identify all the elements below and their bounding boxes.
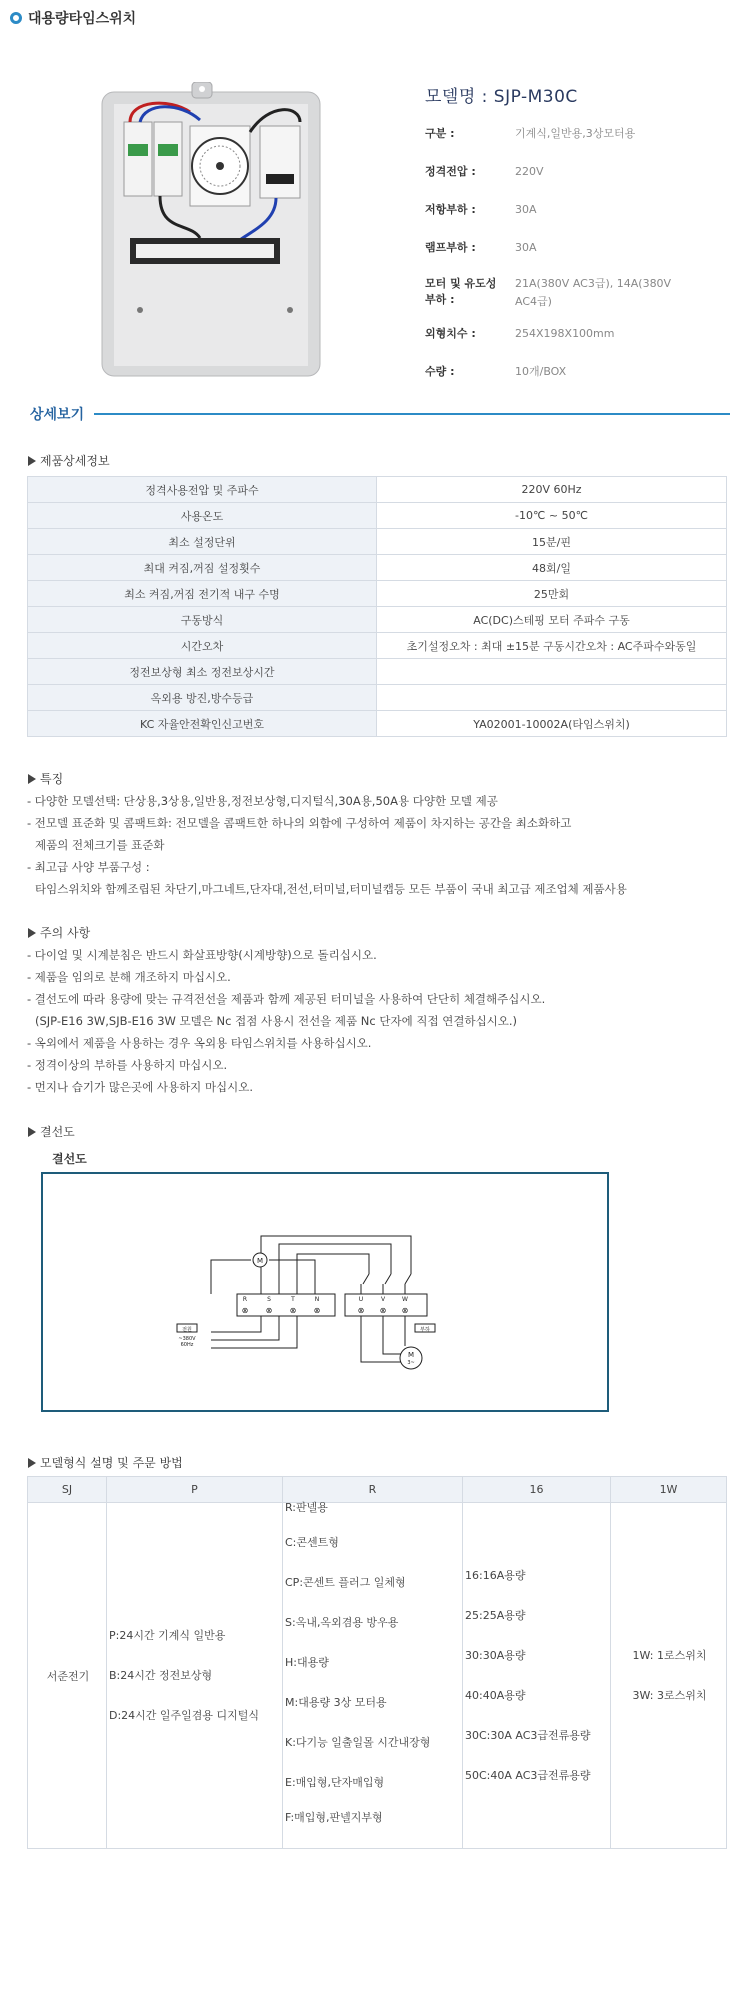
source-spec: ~380V [178,1336,196,1342]
terminal-screw-icon: ⊗ [265,1306,273,1315]
source-freq: 60Hz [180,1342,194,1348]
caution-line: - 정격이상의 부하를 사용하지 마십시오. [27,1058,228,1072]
terminal-screw-icon: ⊗ [401,1306,409,1315]
table-row: 정격사용전압 및 주파수 220V 60Hz [28,477,727,503]
p-options-cell: P:24시간 기계식 일반용 B:24시간 정전보상형 D:24시간 일주일겸용 디지털식 [107,1503,283,1849]
way-options-cell: 1W: 1로스위치 3W: 3로스위치 [611,1503,727,1849]
detail-header [30,404,730,424]
triangle-bullet-icon [28,928,36,938]
spec-row: 구분 : 기계식,일반용,3상모터용 [425,127,636,140]
features-list [27,790,727,900]
caution-line: - 옥외에서 제품을 사용하는 경우 옥외용 타임스위치를 사용하십시오. [27,1036,372,1050]
table-row: 구동방식 AC(DC)스테핑 모터 주파수 구동 [28,607,727,633]
triangle-bullet-icon [28,774,36,784]
r-options-cell: R:판넬용 C:콘센트형 CP:콘센트 플러그 일체형 S:옥내,옥외겸용 방우용 H:대용량 M:대용량 3상 모터용 K:다기능 일출일몰 시간내장형 E:매입형,단자매입형 F:매입형,판넬지부형 [283,1503,463,1849]
order-heading: 모델형식 설명 및 주문 방법 [28,1454,183,1471]
wiring-label: 결선도 [52,1152,87,1166]
page-title [10,8,136,28]
caution-line: - 제품을 임의로 분해 개조하지 마십시오. [27,970,231,984]
motor-top: M [256,1257,264,1265]
spec-row: 정격전압 : 220V [425,165,544,178]
triangle-bullet-icon [28,1127,36,1137]
triangle-bullet-icon [28,1458,36,1468]
feature-line: 제품의 전체크기를 표준화 [35,838,165,852]
table-row: 시간오차 초기설정오차 : 최대 ±15분 구동시간오차 : AC주파수와동일 [28,633,727,659]
terminal-label: N [314,1296,320,1303]
spec-table [27,476,727,737]
terminal-label: S [267,1296,271,1303]
terminal-screw-icon: ⊗ [357,1306,365,1315]
spec-section-heading: 제품상세정보 [28,452,110,469]
terminal-label: T [291,1296,295,1303]
terminal-screw-icon: ⊗ [379,1306,387,1315]
feature-line: 타임스위치와 함께조립된 차단기,마그네트,단자대,전선,터미널,터미널캡등 모든 부품이 국내 최고급 제조업체 제품사용 [35,882,627,896]
table-row: KC 자율안전확인신고번호 YA02001-10002A(타임스위치) [28,711,727,737]
table-row: 최소 켜짐,꺼짐 전기적 내구 수명 25만회 [28,581,727,607]
cautions-heading: 주의 사항 [28,924,90,941]
order-table [27,1476,727,1849]
table-row [28,1503,727,1849]
caution-line: - 결선도에 따라 용량에 맞는 규격전선을 제품과 함께 제공된 터미널을 사용하여 단단히 체결해주십시오. [27,992,546,1006]
feature-line: - 최고급 사양 부품구성 : [27,860,150,874]
feature-line: - 전모델 표준화 및 콤팩트화: 전모델을 콤팩트한 하나의 외함에 구성하여 제품이 차지하는 공간을 최소화하고 [27,816,572,830]
page-title-text: 대용량타임스위치 [28,11,137,27]
terminal-label: R [242,1296,248,1303]
table-row: 정전보상형 최소 정전보상시간 [28,659,727,685]
cautions-list [27,944,727,1098]
motor-load-sub: 3~ [407,1360,415,1366]
terminal-screw-icon: ⊗ [289,1306,297,1315]
product-photo [100,82,322,378]
bullet-circle-icon [10,12,22,24]
detail-title: 상세보기 [30,407,85,423]
spec-row: 수량 : 10개/BOX [425,365,567,378]
spec-row: 저항부하 : 30A [425,203,537,216]
terminal-screw-icon: ⊗ [313,1306,321,1315]
terminal-screw-icon: ⊗ [241,1306,249,1315]
caution-line: (SJP-E16 3W,SJB-E16 3W 모델은 Nc 접점 사용시 전선을 제품 Nc 단자에 직접 연결하십시오.) [35,1014,518,1028]
feature-line: - 다양한 모델선택: 단상용,3상용,일반용,정전보상형,디지털식,30A용,50A용 다양한 모델 제공 [27,794,498,808]
table-row: 사용온도 -10℃ ~ 50℃ [28,503,727,529]
table-row: 최대 켜짐,꺼짐 설정횟수 48회/일 [28,555,727,581]
features-heading: 특징 [28,770,63,787]
product-spec-panel [425,82,725,393]
terminal-label: V [380,1296,386,1303]
spec-row: 램프부하 : 30A [425,241,537,254]
wiring-diagram-box [41,1172,609,1412]
source-label: 전원 [182,1327,192,1333]
capacity-options-cell: 16:16A용량 25:25A용량 30:30A용량 40:40A용량 30C:30A AC3급전류용량 50C:40A AC3급전류용량 [463,1503,611,1849]
maker-cell: 서준전기 [28,1503,107,1849]
wiring-diagram [43,1174,607,1410]
terminal-label: U [358,1296,364,1303]
divider [94,413,730,415]
spec-row: 외형치수 : 254X198X100mm [425,327,615,340]
caution-line: - 다이얼 및 시계분침은 반드시 화살표방향(시계방향)으로 돌리십시오. [27,948,377,962]
table-row: 최소 설정단위 15분/핀 [28,529,727,555]
terminal-label: W [402,1296,408,1303]
triangle-bullet-icon [28,456,36,466]
table-row: 옥외용 방진,방수등급 [28,685,727,711]
spec-row: 모터 및 유도성부하 : 21A(380V AC3급), 14A(380V AC4급) [425,277,672,308]
model-name: 모델명 : SJP-M30C [425,87,578,107]
motor-load: M [407,1351,415,1359]
load-label: 부하 [420,1327,430,1333]
caution-line: - 먼지나 습기가 많은곳에 사용하지 마십시오. [27,1080,254,1094]
wiring-heading: 결선도 [28,1123,75,1140]
table-header-row: SJ P R 16 1W [28,1477,727,1503]
